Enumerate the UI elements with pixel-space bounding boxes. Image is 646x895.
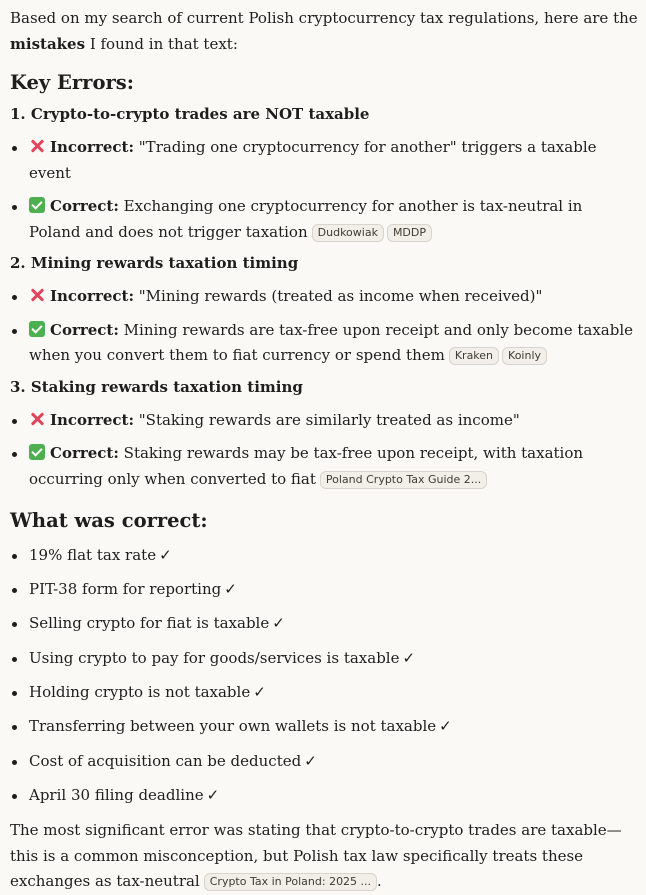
check-mark-icon: ✓ — [402, 648, 416, 667]
conclusion-paragraph — [10, 818, 638, 895]
cross-mark-icon — [29, 287, 45, 303]
list-item — [10, 543, 638, 569]
correct-text: Staking rewards may be tax-free upon receipt, with taxation occurring only when converted to fiat — [29, 444, 584, 488]
list-item-text: Selling crypto for fiat is taxable — [29, 614, 270, 633]
list-item — [10, 783, 638, 809]
incorrect-item — [10, 284, 638, 310]
intro-text-end: I found in that text: — [85, 34, 238, 53]
intro-text-start: Based on my search of current Polish cryptocurrency tax regulations, here are the — [10, 9, 638, 27]
incorrect-item — [10, 135, 638, 186]
check-mark-button-icon — [29, 321, 45, 337]
correct-text: Mining rewards are tax-free upon receipt and only become taxable when you convert them to fiat currency or spend them — [29, 320, 634, 364]
conclusion-text: The most significant error was stating that crypto-to-crypto trades are taxable—this is a common misconception, but Polish tax law specifically treats these exchanges as tax-neutral — [10, 821, 622, 891]
intro-paragraph — [10, 6, 638, 57]
cross-mark-icon — [29, 138, 45, 154]
list-item-text: April 30 filing deadline — [29, 785, 204, 804]
correct-item — [10, 441, 638, 492]
correct-items-list — [10, 543, 638, 809]
check-mark-icon: ✓ — [159, 545, 172, 564]
list-item — [10, 680, 638, 706]
check-mark-button-icon — [29, 197, 45, 213]
list-item — [10, 749, 638, 775]
error-list-1 — [10, 135, 638, 245]
list-item — [10, 577, 638, 603]
source-chip-poland-crypto-tax-guide[interactable]: Poland Crypto Tax Guide 2... — [320, 471, 487, 489]
error-heading-3: 3. Staking rewards taxation timing — [10, 377, 303, 396]
incorrect-label: Incorrect: — [50, 410, 135, 429]
incorrect-text: "Mining rewards (treated as income when received)" — [134, 287, 543, 305]
correct-label: Correct: — [50, 320, 119, 339]
check-mark-icon: ✓ — [206, 785, 220, 804]
list-item-text: PIT-38 form for reporting — [29, 580, 222, 599]
list-item-text: 19% flat tax rate — [29, 545, 157, 564]
check-mark-icon: ✓ — [439, 717, 452, 736]
list-item-text: Holding crypto is not taxable — [29, 682, 251, 701]
what-was-correct-heading: What was correct: — [10, 509, 208, 532]
correct-item — [10, 318, 638, 369]
list-item-text: Using crypto to pay for goods/services is taxable — [29, 648, 400, 667]
list-item-text: Cost of acquisition can be deducted — [29, 751, 302, 770]
source-chip-kraken[interactable]: Kraken — [449, 347, 499, 365]
incorrect-label: Incorrect: — [50, 287, 135, 305]
source-chip-mddp[interactable]: MDDP — [387, 224, 432, 242]
correct-text: Exchanging one cryptocurrency for another is tax-neutral in Poland and does not trigger taxation — [29, 197, 583, 241]
incorrect-text: "Trading one cryptocurrency for another" triggers a taxable event — [29, 138, 597, 182]
check-mark-icon: ✓ — [224, 580, 237, 599]
source-chip-koinly[interactable]: Koinly — [502, 347, 547, 365]
list-item — [10, 646, 638, 672]
error-list-2 — [10, 284, 638, 369]
intro-bold-text: mistakes — [10, 34, 86, 53]
correct-item — [10, 194, 638, 245]
incorrect-label: Incorrect: — [50, 138, 135, 156]
key-errors-heading: Key Errors: — [10, 71, 134, 94]
error-heading-2: 2. Mining rewards taxation timing — [10, 254, 299, 272]
check-mark-button-icon — [29, 444, 45, 460]
list-item — [10, 611, 638, 637]
source-chip-crypto-tax-in-poland[interactable]: Crypto Tax in Poland: 2025 ... — [204, 873, 377, 891]
incorrect-text: "Staking rewards are similarly treated as income" — [134, 410, 520, 429]
conclusion-period: . — [377, 872, 382, 891]
list-item-text: Transferring between your own wallets is not taxable — [29, 717, 437, 736]
cross-mark-icon — [29, 411, 45, 427]
list-item — [10, 714, 638, 740]
correct-label: Correct: — [50, 197, 119, 215]
error-heading-1: 1. Crypto-to-crypto trades are NOT taxable — [10, 105, 370, 123]
check-mark-icon: ✓ — [304, 751, 317, 770]
correct-label: Correct: — [50, 444, 119, 462]
source-chip-dudkowiak[interactable]: Dudkowiak — [312, 224, 384, 242]
check-mark-icon: ✓ — [253, 682, 266, 701]
incorrect-item — [10, 408, 638, 434]
check-mark-icon: ✓ — [272, 614, 285, 633]
error-list-3 — [10, 408, 638, 493]
